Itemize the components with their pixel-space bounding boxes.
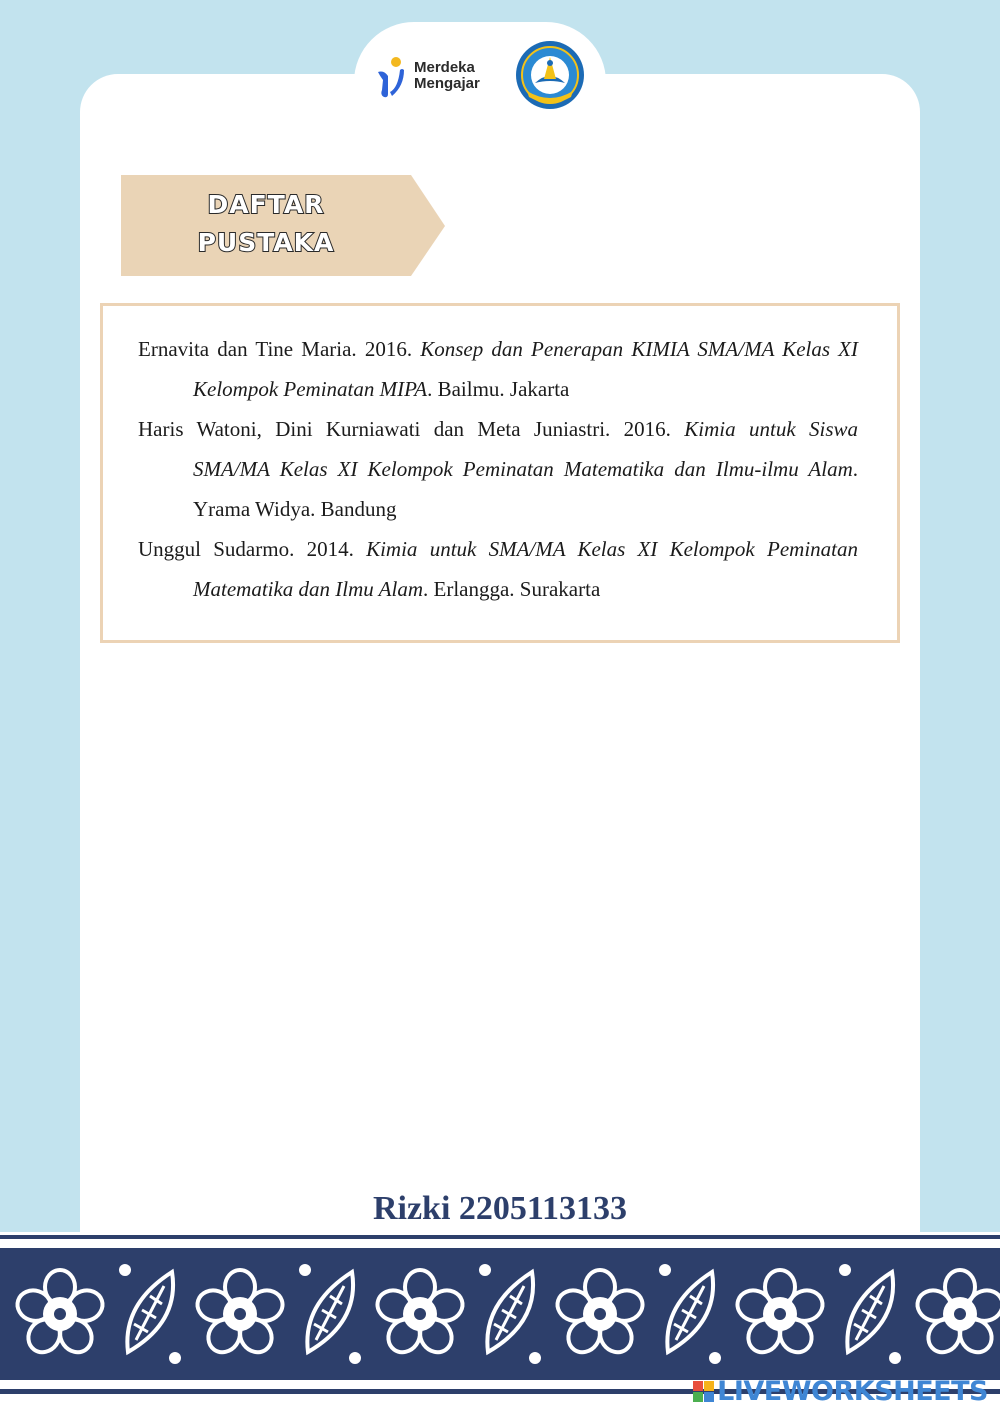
reference-authors-year: Unggul Sudarmo. 2014. bbox=[138, 537, 367, 561]
reference-entry bbox=[138, 529, 858, 609]
section-title-line-1: DAFTAR bbox=[207, 190, 325, 219]
author-signature: Rizki 2205113133 bbox=[372, 1190, 628, 1227]
brand-line-1: Merdeka bbox=[414, 59, 475, 76]
section-title bbox=[121, 186, 411, 262]
reference-authors-year: Haris Watoni, Dini Kurniawati dan Meta Juniastri. 2016. bbox=[138, 417, 685, 441]
reference-publisher: . Erlangga. Surakarta bbox=[423, 577, 601, 601]
merdeka-mark-icon bbox=[374, 54, 408, 98]
merdeka-mengajar-logo bbox=[374, 54, 480, 98]
section-title-line-2: PUSTAKA bbox=[197, 228, 335, 257]
brand-line-2: Mengajar bbox=[414, 75, 480, 92]
reference-authors-year: Ernavita dan Tine Maria. 2016. bbox=[138, 337, 421, 361]
reference-title: Konsep dan Penerapan KIMIA SMA/MA Kelas XI Kelompok Peminatan MIPA bbox=[193, 337, 858, 401]
reference-title: Kimia untuk Siswa SMA/MA Kelas XI Kelompok Peminatan Matematika dan Ilmu-ilmu Alam bbox=[193, 417, 859, 481]
liveworksheets-logo-icon bbox=[693, 1381, 714, 1402]
watermark-text: LIVEWORKSHEETS bbox=[717, 1376, 988, 1407]
reference-title: Kimia untuk SMA/MA Kelas XI Kelompok Peminatan Matematika dan Ilmu Alam bbox=[193, 537, 858, 601]
tut-wuri-handayani-seal-icon bbox=[513, 39, 587, 111]
references-list bbox=[138, 329, 858, 609]
reference-publisher: . Bailmu. Jakarta bbox=[427, 377, 570, 401]
reference-entry bbox=[138, 329, 858, 409]
reference-publisher: . Yrama Widya. Bandung bbox=[193, 457, 858, 521]
reference-entry bbox=[138, 409, 858, 529]
liveworksheets-watermark bbox=[693, 1376, 988, 1407]
